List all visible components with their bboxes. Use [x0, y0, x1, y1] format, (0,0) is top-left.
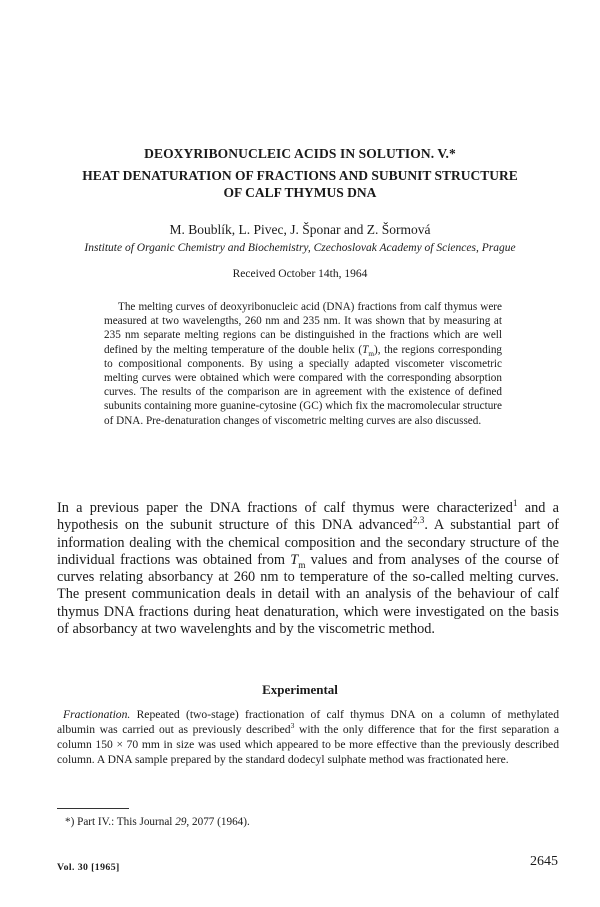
article-title	[0, 167, 600, 201]
fractionation-paragraph	[57, 707, 559, 767]
tm-subscript: m	[298, 560, 306, 571]
intro-text-a: In a previous paper the DNA fractions of calf thymus were characterized	[57, 500, 513, 516]
article-title-line2: HEAT DENATURATION OF FRACTIONS AND SUBUNIT STRUCTURE	[82, 168, 518, 183]
section-heading-experimental: Experimental	[262, 682, 338, 697]
ref-2-3: 2,3	[412, 516, 425, 527]
ref-3: 3	[290, 721, 295, 731]
page-number: 2645	[530, 854, 558, 869]
tm-subscript: m	[368, 349, 375, 358]
tm-symbol: T	[362, 343, 369, 356]
footnote-text-a: *) Part IV.: This Journal	[65, 816, 176, 828]
abstract	[104, 300, 502, 428]
fractionation-lead: Fractionation.	[63, 708, 131, 721]
fractionation-text-a: Repeated (two-stage) fractionation of calf thymus DNA on a column of methylated albumin was carried out as previously described	[57, 708, 559, 736]
footnote-divider	[57, 808, 129, 809]
intro-paragraph	[57, 500, 559, 638]
received-date: Received October 14th, 1964	[232, 268, 368, 280]
fractionation-text-b: with the only difference that for the first separation a column 150 × 70 mm in size was used which appeared to be more effective than the previously described column. A DNA sample prepared by the standard dodecyl sulphate method was fractionated here.	[57, 723, 559, 766]
article-title-line3: OF CALF THYMUS DNA	[223, 185, 377, 200]
abstract-text-a: The melting curves of deoxyribonucleic acid (DNA) fractions from calf thymus were measured at two wavelengths, 260 nm and 235 nm. It was shown that by measuring at 235 nm separate melting regions can be distinguished in the fractions which are well defined by the melting temperature of the double helix (	[104, 301, 502, 356]
institute: Institute of Organic Chemistry and Biochemistry, Czechoslovak Academy of Sciences, Prague	[84, 242, 516, 254]
footnote	[65, 816, 250, 828]
authors: M. Boublík, L. Pivec, J. Šponar and Z. Šormová	[169, 222, 431, 237]
footnote-text-b: , 2077 (1964).	[186, 816, 250, 828]
tm-symbol: T	[290, 551, 299, 568]
journal-volume: Vol. 30 [1965]	[57, 862, 120, 873]
intro-text-d: values and from analyses of the course of curves relating absorbancy at 260 nm to temperature of the so-called melting curves. The present communication deals in detail with an analysis of the behaviour of calf thymus DNA fractions during heat denaturation, which were investigated on the basis of absorbancy at two wavelenghts and by the viscometric method.	[57, 551, 559, 638]
footnote-volume: 29	[175, 816, 187, 828]
article-title-line1: DEOXYRIBONUCLEIC ACIDS IN SOLUTION. V.*	[144, 146, 456, 161]
intro-text-b: and a hypothesis on the subunit structure of this DNA advanced	[57, 500, 560, 534]
intro-text-c: . A substantial part of information dealing with the chemical composition and the secondary structure of the individual fractions was obtained from	[57, 517, 559, 568]
abstract-text-b: ), the regions corresponding to compositional components. By using a specially adapted viscometer viscometric melting curves were obtained which were compared with the corresponding absorption curves. The results of the comparison are in agreement with the existence of defined subunits containing more guanine-cytosine (GC) which fix the macromolecular structure of DNA. Pre-denaturation changes of viscometric melting curves are also discussed.	[104, 343, 503, 427]
ref-1: 1	[512, 499, 518, 510]
